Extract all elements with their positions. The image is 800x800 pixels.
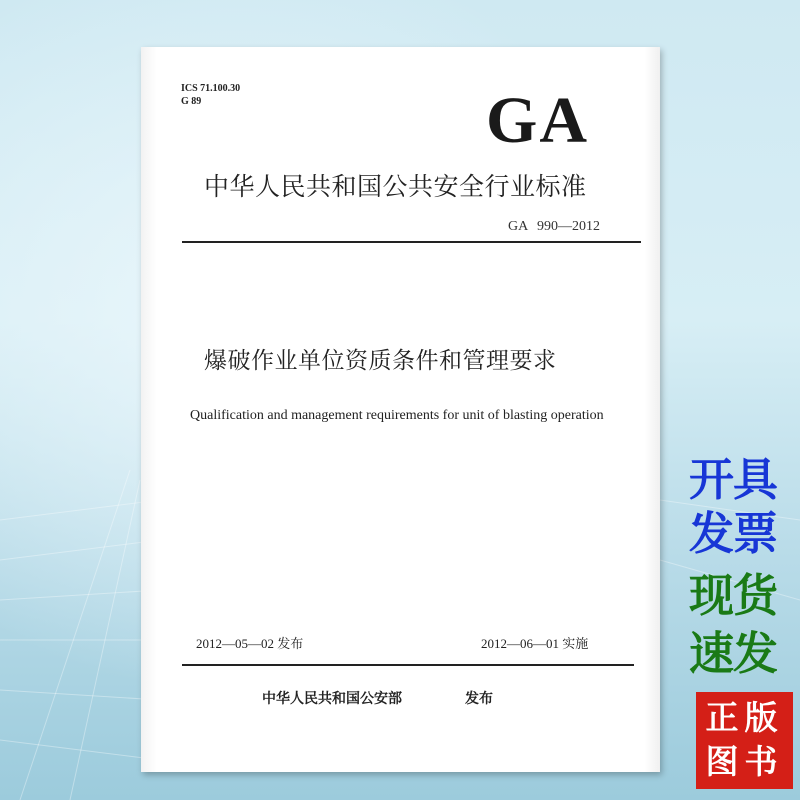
promo-invoice-line2: 发票 bbox=[689, 507, 778, 560]
genuine-book-badge bbox=[696, 692, 793, 789]
ics-code: ICS 71.100.30 bbox=[181, 83, 241, 94]
ga-logo: GA bbox=[486, 84, 589, 157]
badge-line2: 图书 bbox=[705, 742, 784, 781]
effective-date: 2012—06—01 实施 bbox=[481, 636, 589, 651]
promo-stock-line1: 现货 bbox=[689, 569, 778, 622]
release-date: 2012—05—02 发布 bbox=[196, 636, 304, 651]
document-title-en: Qualification and management requirements for unit of blasting operation bbox=[190, 408, 604, 423]
standard-code: GA 990—2012 bbox=[508, 219, 600, 234]
badge-line1: 正版 bbox=[705, 698, 784, 737]
issue-label: 发布 bbox=[465, 691, 493, 707]
promo-stock-line2: 速发 bbox=[689, 627, 778, 680]
top-divider bbox=[182, 241, 641, 243]
document-title-cn: 爆破作业单位资质条件和管理要求 bbox=[204, 348, 557, 374]
class-code: G 89 bbox=[181, 96, 202, 107]
standard-category-title: 中华人民共和国公共安全行业标准 bbox=[204, 172, 587, 201]
issuer-name: 中华人民共和国公安部 bbox=[262, 691, 402, 707]
classification-block bbox=[181, 82, 240, 108]
bottom-divider bbox=[182, 664, 634, 666]
promo-invoice-line1: 开具 bbox=[689, 453, 778, 506]
